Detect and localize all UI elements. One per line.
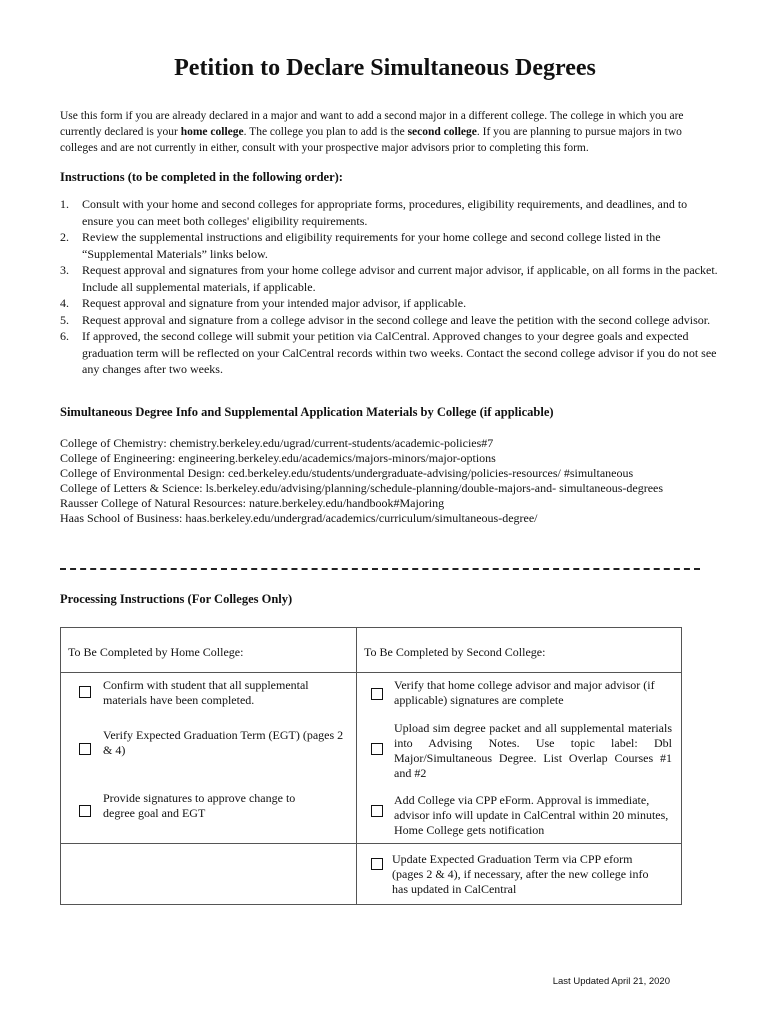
step-text: Consult with your home and second colleges for appropriate forms, procedures, eligibility requirements, and deadlines, and to ensure you can meet both colleges' eligibility requirements. [82, 197, 688, 228]
intro-text-1: Use this form if you are already declared in a major and want to add a second major in a different college. The college in which you are currently declared is your [60, 110, 684, 138]
checkbox-icon[interactable] [371, 858, 383, 870]
instruction-step [60, 312, 720, 329]
second-item-text: Verify that home college advisor and major advisor (if applicable) signatures are complete [394, 678, 655, 707]
home-college-term: home college [180, 126, 244, 138]
intro-text-2: . The college you plan to add is the [243, 126, 408, 138]
checkbox-icon[interactable] [371, 688, 383, 700]
college-link[interactable]: Rausser College of Natural Resources: nature.berkeley.edu/handbook#Majoring [60, 496, 445, 510]
checkbox-icon[interactable] [79, 686, 91, 698]
home-item-text: Verify Expected Graduation Term (EGT) (pages 2 & 4) [103, 728, 344, 757]
college-link[interactable]: College of Engineering: engineering.berkeley.edu/academics/majors-minors/major-options [60, 451, 496, 465]
checkbox-icon[interactable] [79, 805, 91, 817]
cut-line-divider [60, 568, 700, 570]
step-text: Request approval and signature from your intended major advisor, if applicable. [82, 296, 467, 310]
step-number: 6. [60, 329, 69, 343]
step-number: 4. [60, 296, 69, 310]
second-college-header: To Be Completed by Second College: [364, 645, 546, 659]
instruction-step [60, 196, 720, 229]
instruction-step [60, 262, 720, 295]
step-number: 3. [60, 263, 69, 277]
home-college-header: To Be Completed by Home College: [68, 645, 244, 659]
processing-table [60, 627, 682, 905]
college-link[interactable]: College of Environmental Design: ced.berkeley.edu/students/undergraduate-advising/policies-resources/ #simultaneous [60, 466, 634, 480]
instruction-step [60, 295, 720, 312]
second-item-text: Add College via CPP eForm. Approval is immediate, advisor info will update in CalCentral within 20 minutes, Home College gets notification [394, 793, 669, 837]
row-divider [61, 843, 681, 844]
second-item-text: Upload sim degree packet and all supplemental materials into Advising Notes. Use topic label: Dbl Major/Simultaneous Degree. List Overlap Courses #1 and #2 [394, 721, 672, 780]
college-link[interactable]: Haas School of Business: haas.berkeley.edu/undergrad/academics/curriculum/simultaneous-degree/ [60, 511, 538, 525]
intro-text-3: . If you are planning to pursue majors in two colleges and are not currently in either, consult with your prospective major advisors prior to completing this form. [60, 126, 682, 154]
checkbox-icon[interactable] [371, 805, 383, 817]
instruction-steps [60, 196, 720, 378]
step-text: Request approval and signatures from your home college advisor and current major advisor, if applicable, on all forms in the packet. Include all supplemental materials, if applicable. [82, 263, 718, 294]
college-links [60, 436, 680, 526]
materials-heading: Simultaneous Degree Info and Supplemental Application Materials by College (if applicable) [60, 405, 554, 419]
last-updated-footer: Last Updated April 21, 2020 [552, 976, 670, 987]
page-title: Petition to Declare Simultaneous Degrees [174, 55, 596, 81]
instructions-heading: Instructions (to be completed in the following order): [60, 170, 343, 184]
instruction-step [60, 328, 720, 378]
step-text: Request approval and signature from a college advisor in the second college and leave the petition with the second college advisor. [82, 312, 711, 327]
college-link[interactable]: College of Chemistry: chemistry.berkeley.edu/ugrad/current-students/academic-policies#7 [60, 436, 494, 450]
second-college-term: second college [407, 126, 477, 138]
instruction-step [60, 229, 720, 262]
row-divider [61, 672, 681, 673]
home-item-text: Provide signatures to approve change to degree goal and EGT [103, 791, 296, 820]
checkbox-icon[interactable] [79, 743, 91, 755]
step-number: 1. [60, 197, 69, 211]
step-text: Review the supplemental instructions and eligibility requirements for your home college and second college listed in the “Supplemental Materials” links below. [82, 230, 661, 261]
step-number: 2. [60, 230, 69, 244]
intro-paragraph [60, 108, 720, 156]
step-number: 5. [60, 312, 69, 327]
second-item-text: Update Expected Graduation Term via CPP eform (pages 2 & 4), if necessary, after the new college info has updated in CalCentral [392, 852, 649, 896]
college-link[interactable]: College of Letters & Science: ls.berkeley.edu/advising/planning/schedule-planning/double-majors-and- simultaneous-degrees [60, 481, 664, 495]
column-divider [356, 628, 357, 904]
checkbox-icon[interactable] [371, 743, 383, 755]
home-item-text: Confirm with student that all supplemental materials have been completed. [103, 678, 309, 707]
step-text: If approved, the second college will submit your petition via CalCentral. Approved changes to your degree goals and expected graduation term will be reflected on your CalCentral records within two weeks. Contact the second college advisor if you do not see any changes after two weeks. [82, 329, 717, 376]
processing-heading: Processing Instructions (For Colleges Only) [60, 592, 293, 606]
